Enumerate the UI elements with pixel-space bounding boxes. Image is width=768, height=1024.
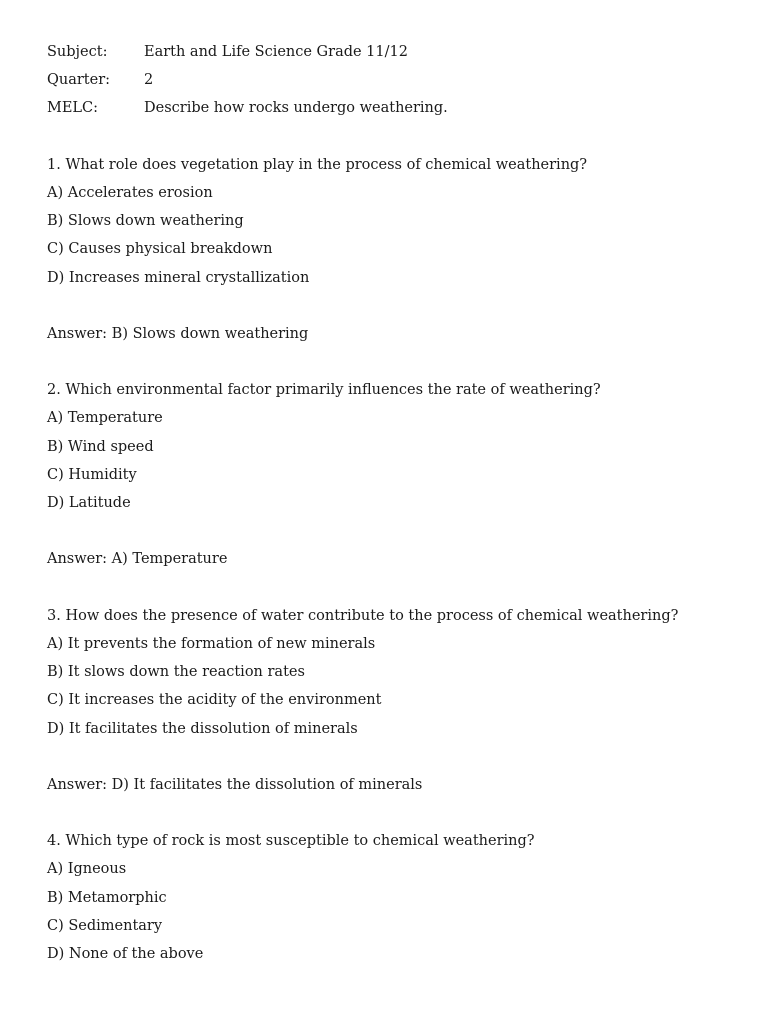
melc-label: MELC:	[47, 100, 99, 117]
subject-value: Earth and Life Science Grade 11/12	[144, 44, 408, 60]
question-text: 2. Which environmental factor primarily influences the rate of weathering?	[47, 382, 601, 399]
spacer	[47, 747, 747, 775]
subject-label: Subject:	[47, 44, 108, 60]
melc-value: Describe how rocks undergo weathering.	[144, 100, 448, 117]
quarter-row	[47, 70, 747, 98]
question-block	[47, 155, 747, 352]
question-block	[47, 380, 747, 577]
option-a: A) Accelerates erosion	[47, 184, 213, 201]
quarter-value: 2	[144, 72, 154, 89]
option-c: C) It increases the acidity of the environment	[47, 692, 382, 709]
option-c: C) Humidity	[47, 466, 137, 483]
subject-row	[47, 42, 747, 70]
option-d: D) None of the above	[47, 946, 204, 962]
answer-text: Answer: D) It facilitates the dissolution of minerals	[47, 776, 423, 793]
answer-text: Answer: B) Slows down weathering	[47, 325, 309, 342]
spacer	[47, 578, 747, 606]
option-d: D) Increases mineral crystallization	[47, 269, 310, 286]
spacer	[47, 352, 747, 380]
option-a: A) Temperature	[47, 410, 163, 427]
answer-text: Answer: A) Temperature	[47, 551, 228, 568]
spacer	[47, 127, 747, 155]
question-text: 4. Which type of rock is most susceptible to chemical weathering?	[47, 833, 535, 850]
option-d: D) Latitude	[47, 495, 131, 511]
option-c: C) Causes physical breakdown	[47, 241, 273, 258]
option-b: B) Slows down weathering	[47, 213, 244, 230]
question-block	[47, 606, 747, 803]
spacer	[47, 296, 747, 324]
option-d: D) It facilitates the dissolution of minerals	[47, 720, 358, 737]
spacer	[47, 803, 747, 831]
spacer	[47, 521, 747, 549]
quarter-label: Quarter:	[47, 72, 111, 89]
question-block	[47, 831, 747, 972]
option-b: B) Wind speed	[47, 438, 154, 455]
document-page	[47, 42, 747, 972]
question-text: 1. What role does vegetation play in the process of chemical weathering?	[47, 156, 588, 173]
option-a: A) It prevents the formation of new minerals	[47, 635, 376, 652]
question-text: 3. How does the presence of water contribute to the process of chemical weathering?	[47, 607, 679, 624]
melc-row	[47, 98, 747, 126]
option-c: C) Sedimentary	[47, 917, 163, 934]
option-b: B) Metamorphic	[47, 889, 167, 906]
option-a: A) Igneous	[47, 861, 127, 878]
option-b: B) It slows down the reaction rates	[47, 664, 305, 681]
